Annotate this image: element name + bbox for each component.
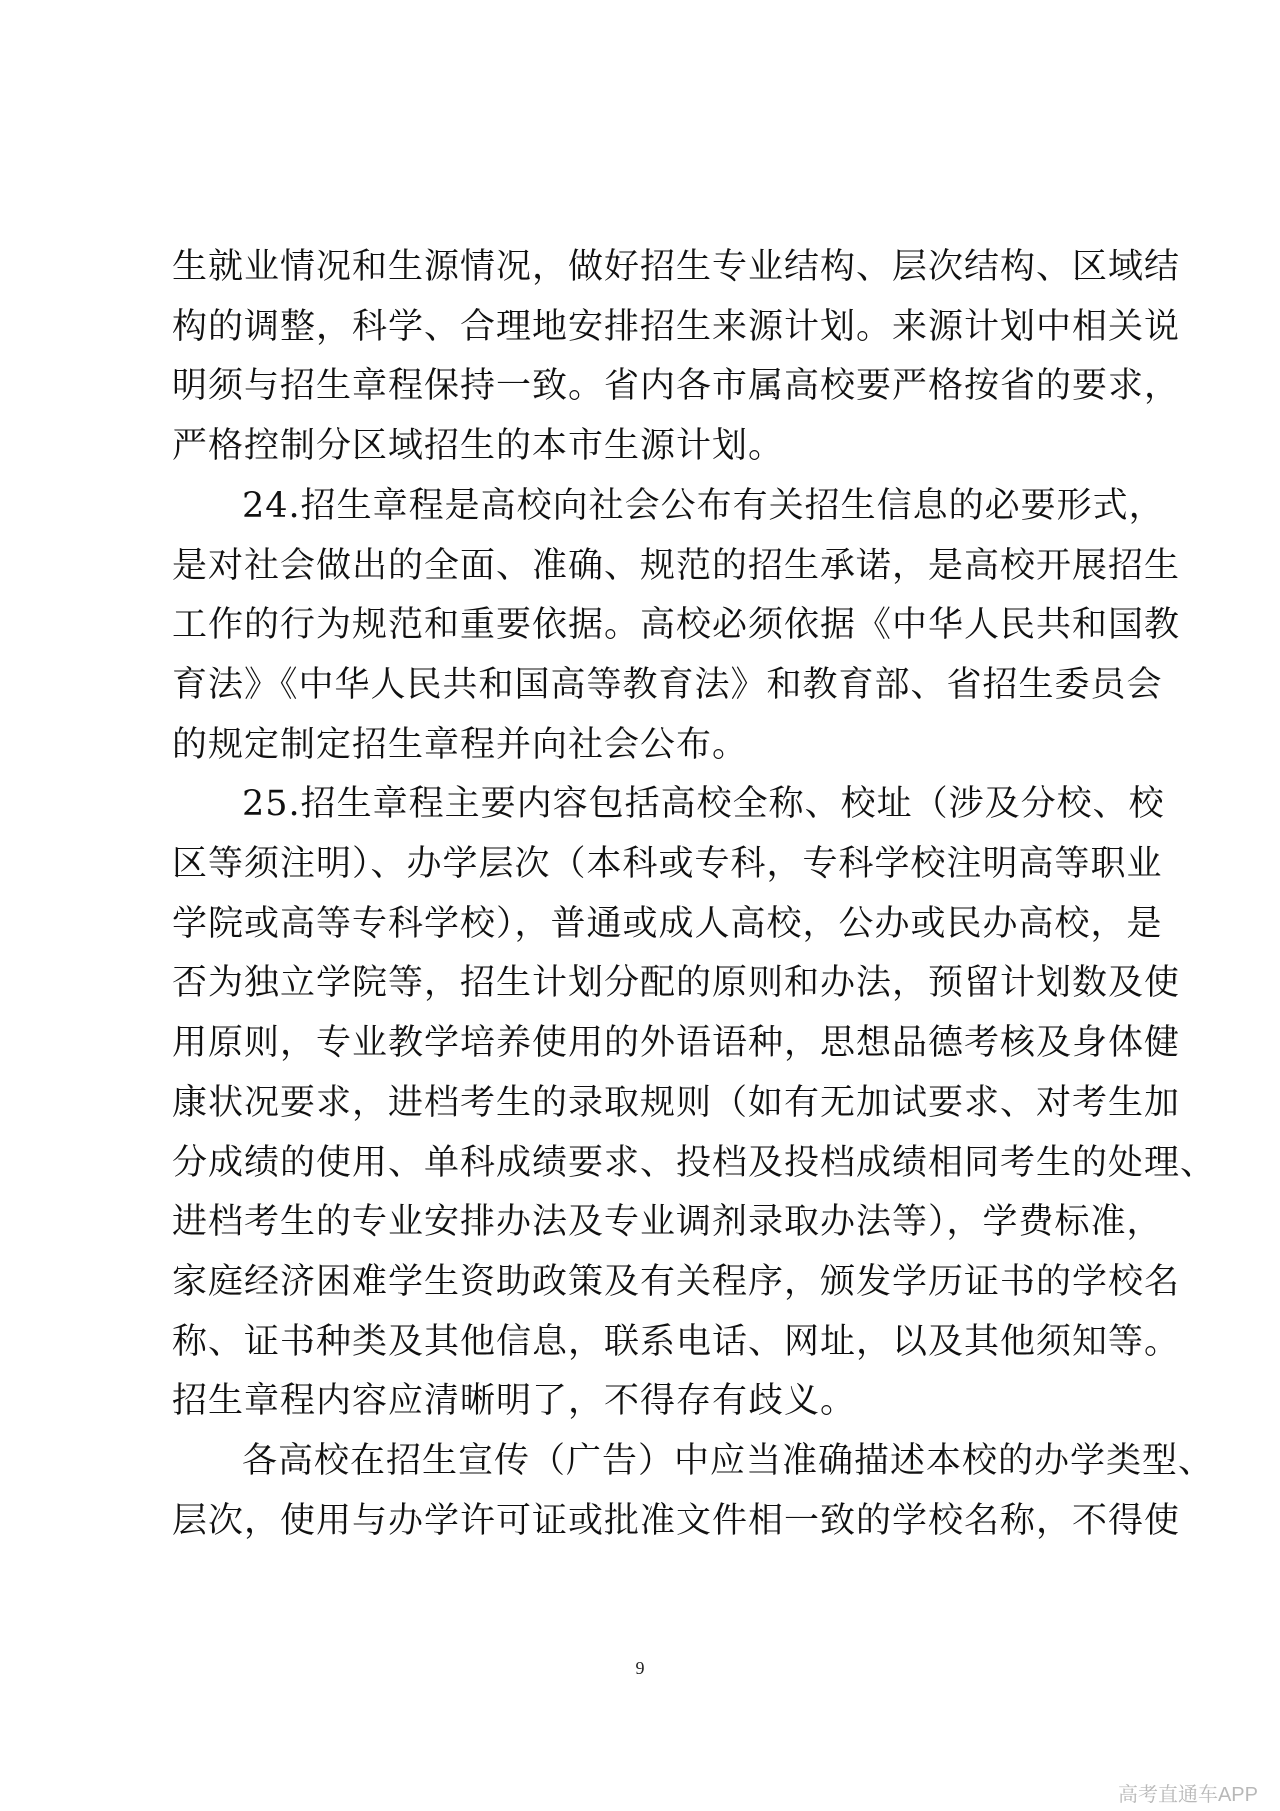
text-line: 工作的行为规范和重要依据。高校必须依据《中华人民共和国教	[172, 605, 1181, 646]
text-line: 区等须注明）、办学层次（本科或专科，专科学校注明高等职业	[172, 844, 1163, 885]
text-line: 构的调整，科学、合理地安排招生来源计划。来源计划中相关说	[172, 306, 1181, 347]
text-line: 24.招生章程是高校向社会公布有关招生信息的必要形式，	[242, 485, 1165, 526]
page-number: 9	[635, 1658, 645, 1678]
text-line: 生就业情况和生源情况，做好招生专业结构、层次结构、区域结	[172, 247, 1181, 287]
text-line: 育法》《中华人民共和国高等教育法》和教育部、省招生委员会	[172, 664, 1163, 705]
text-line: 否为独立学院等，招生计划分配的原则和办法，预留计划数及使	[172, 963, 1181, 1004]
text-line: 层次，使用与办学许可证或批准文件相一致的学校名称，不得使	[172, 1500, 1181, 1541]
text-line: 明须与招生章程保持一致。省内各市属高校要严格按省的要求，	[172, 366, 1181, 407]
text-line: 分成绩的使用、单科成绩要求、投档及投档成绩相同考生的处理、	[172, 1142, 1217, 1183]
text-line: 是对社会做出的全面、准确、规范的招生承诺，是高校开展招生	[172, 545, 1181, 586]
app-watermark: 高考直通车APP	[1117, 1784, 1258, 1806]
text-line: 用原则，专业教学培养使用的外语语种，思想品德考核及身体健	[172, 1023, 1181, 1064]
text-line: 的规定制定招生章程并向社会公布。	[172, 724, 749, 765]
text-line: 进档考生的专业安排办法及专业调剂录取办法等），学费标准，	[172, 1202, 1163, 1243]
text-line: 学院或高等专科学校），普通或成人高校，公办或民办高校，是	[172, 903, 1163, 944]
text-line: 严格控制分区域招生的本市生源计划。	[172, 426, 785, 467]
text-line: 各高校在招生宣传（广告）中应当准确描述本校的办学类型、	[242, 1441, 1215, 1482]
text-line: 家庭经济困难学生资助政策及有关程序，颁发学历证书的学校名	[172, 1261, 1181, 1302]
text-line: 康状况要求，进档考生的录取规则（如有无加试要求、对考生加	[172, 1082, 1181, 1123]
text-line: 招生章程内容应清晰明了，不得存有歧义。	[172, 1381, 857, 1422]
text-line: 25.招生章程主要内容包括高校全称、校址（涉及分校、校	[242, 784, 1165, 825]
text-line: 称、证书种类及其他信息，联系电话、网址，以及其他须知等。	[172, 1321, 1181, 1362]
document-body	[172, 238, 1217, 1551]
